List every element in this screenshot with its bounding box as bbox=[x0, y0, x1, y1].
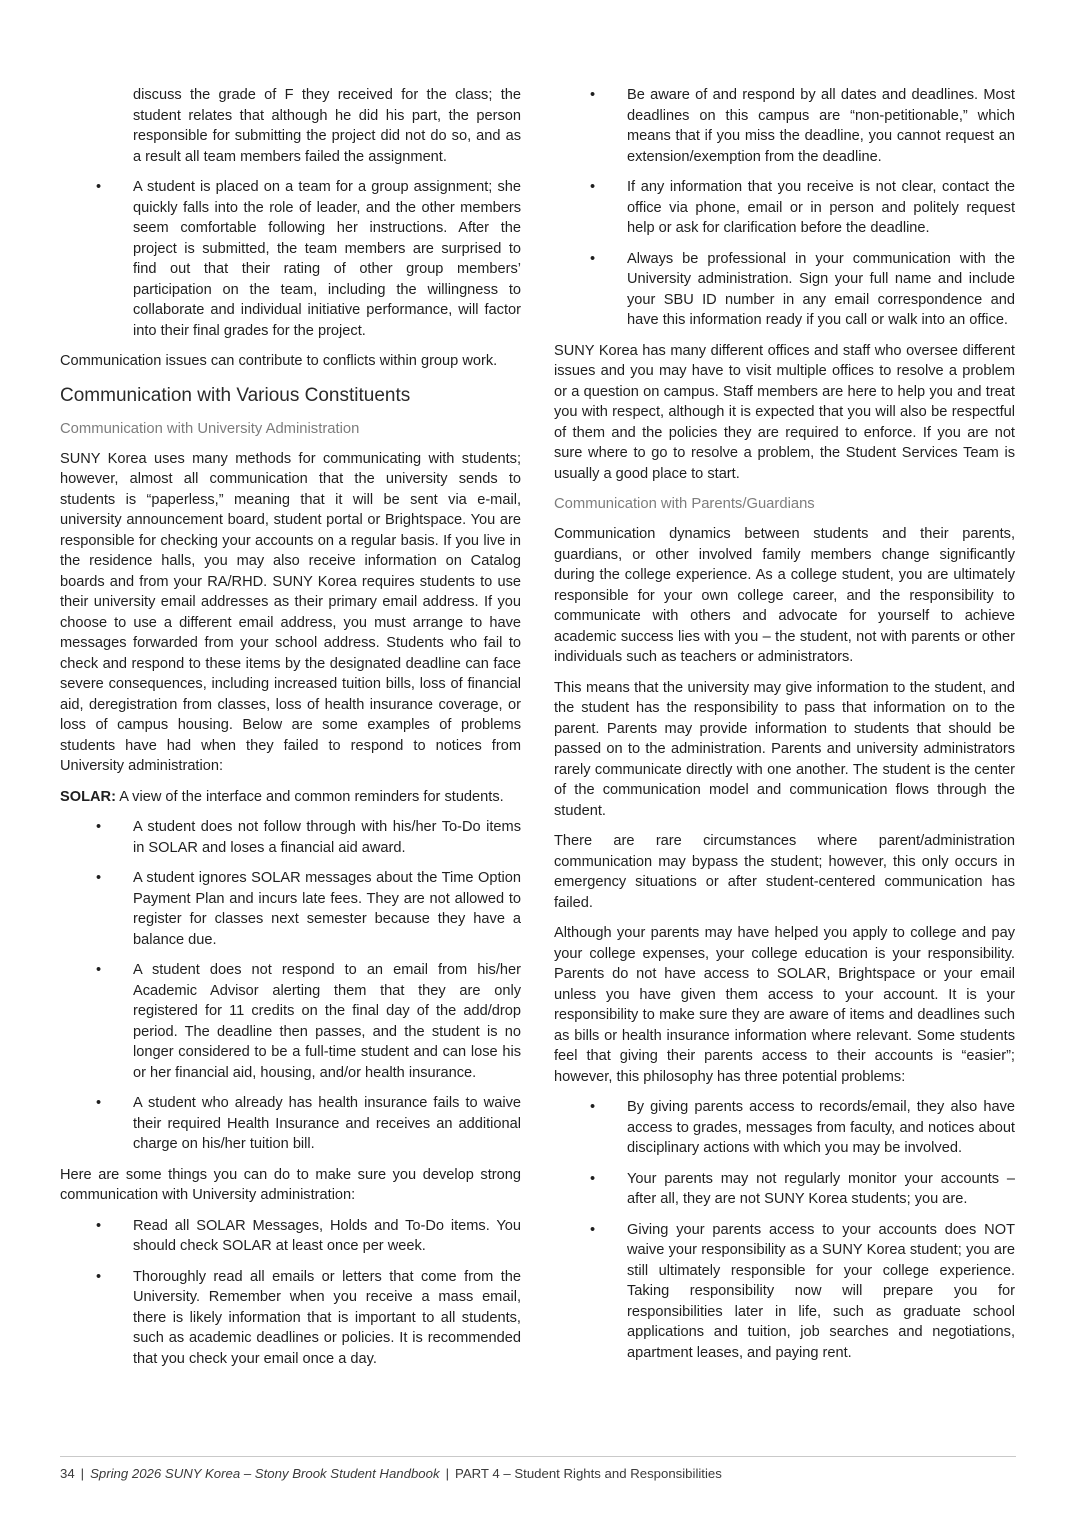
bullet-item: • If any information that you receive is not clear, contact the office via phone, email or in person and politely request help or ask for clarification before the deadline. bbox=[554, 177, 1015, 239]
admin-communication-paragraph: SUNY Korea uses many methods for communicating with students; however, almost all communication that the university sends to students is “paperless,” meaning that it will be sent via e-mail, university announcement board, student portal or Brightspace. You are responsible for checking your accounts on a regular basis. If you live in the residence halls, you may also receive information on Catalog boards and from your RA/RHD. SUNY Korea requires students to use their university email addresses as their primary email address. If you choose to use a different email address, you must arrange to have messages forwarded from your school address. Students who fail to check and respond to these items by the designated deadline can face severe consequences, including increased tuition bills, loss of financial aid, deregistration from classes, loss of health insurance coverage, or loss of campus housing. Below are some examples of problems students have had when they failed to respond to notices from University administration: bbox=[60, 450, 521, 774]
page-number: 34 bbox=[60, 1466, 75, 1481]
continuation-paragraph: discuss the grade of F they received for the class; the student relates that although he did his part, the person responsible for submitting the project did not do so, and as a result all team members failed the assignment. bbox=[133, 87, 521, 165]
responsibility-paragraph: Although your parents may have helped you apply to college and pay your college expenses, your college education is your responsibility. Parents do not have access to SOLAR, Brightspace or your email unless you have given them access to your account. It is your responsibility to make sure they are aware of items and deadlines such as bills or health insurance information where relevant. Some students feel that giving their parents access to their accounts is “easier”; however, this philosophy has three potential problems: bbox=[554, 925, 1015, 1085]
tips-intro-paragraph: Here are some things you can do to make sure you develop strong communication with University administration: bbox=[60, 1166, 521, 1203]
bullet-item: • A student who already has health insurance fails to waive their required Health Insurance and receives an additional charge on his/her tuition bill. bbox=[60, 1093, 521, 1155]
footer-separator: | bbox=[80, 1466, 85, 1481]
section-heading: Communication with Various Constituents bbox=[60, 384, 411, 406]
bullet-item: • Always be professional in your communication with the University administration. Sign your full name and include your SBU ID number in any email correspondence and have this information ready if you call or walk into an office. bbox=[554, 249, 1015, 331]
right-column bbox=[554, 85, 1015, 1379]
bullet-item: • A student ignores SOLAR messages about the Time Option Payment Plan and incurs late fees. They are not allowed to register for classes next semester because they have a balance due. bbox=[60, 868, 521, 950]
left-column bbox=[60, 85, 521, 1379]
communication-tips-bullet-list-continued bbox=[554, 85, 1015, 331]
bullet-item: • Thoroughly read all emails or letters that come from the University. Remember when you receive a mass email, there is likely information that is important to all students, such as academic deadlines or policies. It is recommended that you check your email once a day. bbox=[60, 1267, 521, 1370]
solar-label: SOLAR: bbox=[60, 788, 116, 805]
solar-paragraph bbox=[60, 787, 521, 808]
page-content bbox=[60, 85, 1016, 1379]
page-footer bbox=[60, 1456, 1016, 1482]
bullet-item: • Read all SOLAR Messages, Holds and To-Do items. You should check SOLAR at least once per week. bbox=[60, 1216, 521, 1257]
bullet-item: • Your parents may not regularly monitor your accounts – after all, they are not SUNY Korea students; you are. bbox=[554, 1169, 1015, 1210]
rare-circumstances-paragraph: There are rare circumstances where parent/administration communication may bypass the student; however, this only occurs in emergency situations or after student-centered communication has failed. bbox=[554, 833, 1015, 911]
bullet-item: • Be aware of and respond by all dates and deadlines. Most deadlines on this campus are “non-petitionable,” which means that if you miss the deadline, you cannot request an extension/exemption from the deadline. bbox=[554, 85, 1015, 167]
information-flow-paragraph: This means that the university may give information to the student, and the student has the responsibility to pass that information on to the parent. Parents may provide information to students that should be passed on to the administration. Parents and university administrators rarely communicate directly with one another. The student is the center of the communication model and communication flows through the student. bbox=[554, 679, 1015, 819]
bullet-item: • A student does not respond to an email from his/her Academic Advisor alerting them that they are only registered for 11 credits on the final day of the add/drop period. The deadline then passes, and the student is no longer considered to be a full-time student and can lose his or her financial aid, housing, and/or health insurance. bbox=[60, 960, 521, 1083]
bullet-item: • By giving parents access to records/email, they also have access to grades, messages from faculty, and notices about disciplinary actions with which you may be involved. bbox=[554, 1097, 1015, 1159]
footer-separator: | bbox=[445, 1466, 449, 1481]
group-work-bullet-list bbox=[60, 177, 521, 341]
offices-paragraph: SUNY Korea has many different offices and staff who oversee different issues and you may have to visit multiple offices to resolve a problem or a question on campus. Staff members are here to help you and treat you with respect, although it is expected that you will also be respectful of them and the policies they are required to enforce. If you are not sure where to go to resolve a problem, the Student Services Team is usually a good place to start. bbox=[554, 342, 1015, 482]
conflict-note-paragraph: Communication issues can contribute to conflicts within group work. bbox=[60, 353, 498, 369]
dynamics-paragraph: Communication dynamics between students and their parents, guardians, or other involved family members change significantly during the college experience. As a college student, you are ultimately responsible for your own college career, and the responsibility to communicate with others and advocate for yourself to achieve academic success lies with you – the student, not with parents or other individuals such as teachers or administrators. bbox=[554, 526, 1015, 665]
bullet-item: • A student is placed on a team for a group assignment; she quickly falls into the role of leader, and the other members seem comfortable following her instructions. After the project is submitted, the team members are surprised to find out that their rating of other group members’ participation on the team, including the willingness to collaborate and individual initiative performance, will factor into their final grades for the project. bbox=[60, 177, 521, 341]
subsection-heading-parents-guardians: Communication with Parents/Guardians bbox=[554, 496, 815, 512]
potential-problems-bullet-list bbox=[554, 1097, 1015, 1363]
solar-examples-bullet-list bbox=[60, 817, 521, 1155]
solar-text: A view of the interface and common reminders for students. bbox=[119, 788, 504, 805]
communication-tips-bullet-list bbox=[60, 1216, 521, 1370]
handbook-title: Spring 2026 SUNY Korea – Stony Brook Student Handbook bbox=[90, 1466, 440, 1481]
part-title: PART 4 – Student Rights and Responsibilities bbox=[455, 1466, 722, 1481]
subsection-heading-university-administration: Communication with University Administration bbox=[60, 420, 360, 437]
bullet-item: • Giving your parents access to your accounts does NOT waive your responsibility as a SUNY Korea student; you are still ultimately responsible for your college experience. Taking responsibility now will prepare you for responsibilities later in life, such as graduate school applications and tuition, job searches and negotiations, apartment leases, and paying rent. bbox=[554, 1220, 1015, 1364]
bullet-item: • A student does not follow through with his/her To-Do items in SOLAR and loses a financial aid award. bbox=[60, 817, 521, 858]
